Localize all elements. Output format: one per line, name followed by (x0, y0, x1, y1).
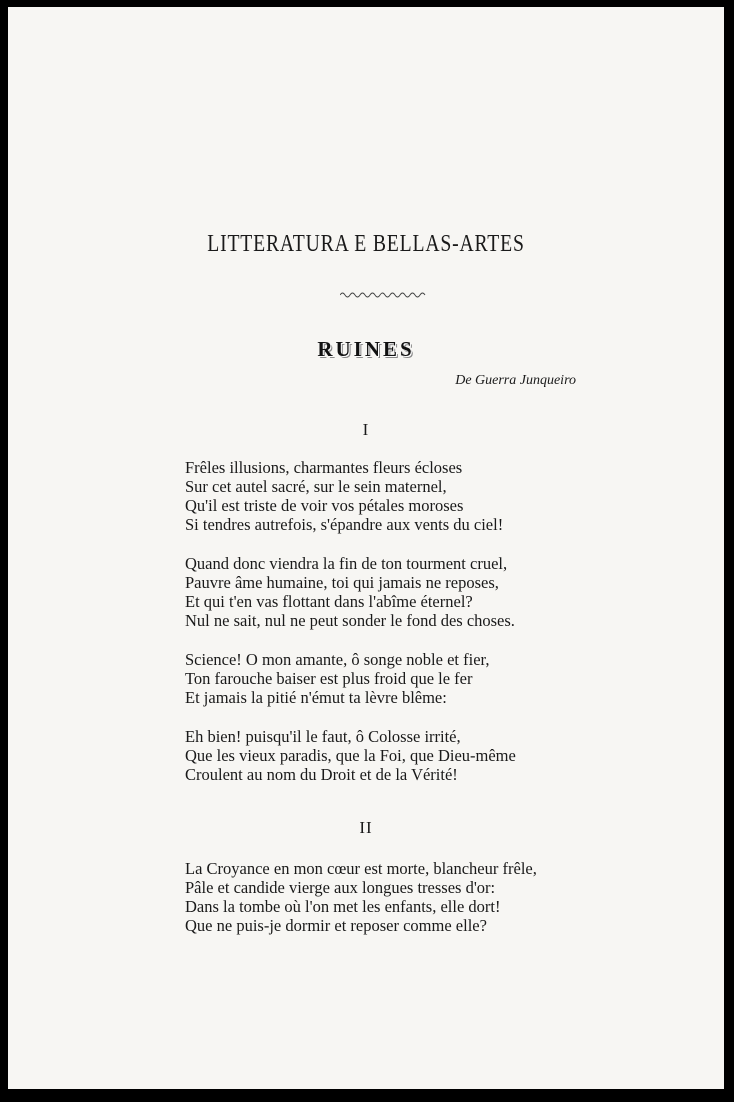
verse-line: Croulent au nom du Droit et de la Vérité! (185, 765, 458, 784)
poem-author: De Guerra Junqueiro (455, 373, 576, 388)
verse-line: Frêles illusions, charmantes fleurs écloses (185, 458, 463, 477)
verse-line: Science! O mon amante, ô songe noble et fier, (185, 650, 490, 669)
verse-line: Dans la tombe où l'on met les enfants, elle dort! (185, 897, 501, 916)
part-numeral-2: II (359, 818, 373, 837)
document-page (8, 7, 724, 1089)
verse-line: La Croyance en mon cœur est morte, blancheur frêle, (185, 859, 537, 878)
stanza-3 (185, 650, 490, 707)
poem-title: RUINES (317, 337, 415, 361)
stanza-4 (185, 727, 516, 784)
stanza-2 (185, 554, 515, 630)
stanza-1 (185, 458, 503, 534)
verse-line: Et qui t'en vas flottant dans l'abîme éternel? (185, 592, 473, 611)
verse-line: Nul ne sait, nul ne peut sonder le fond des choses. (185, 611, 515, 630)
verse-line: Que les vieux paradis, que la Foi, que Dieu-même (185, 746, 516, 765)
section-title: LITTERATURA E BELLAS-ARTES (207, 231, 525, 257)
stanza-5 (185, 859, 537, 935)
verse-line: Et jamais la pitié n'émut ta lèvre blême: (185, 688, 447, 707)
verse-line: Eh bien! puisqu'il le faut, ô Colosse irrité, (185, 727, 461, 746)
verse-line: Pauvre âme humaine, toi qui jamais ne reposes, (185, 573, 499, 592)
verse-line: Que ne puis-je dormir et reposer comme elle? (185, 916, 487, 935)
verse-line: Quand donc viendra la fin de ton tourment cruel, (185, 554, 508, 573)
verse-line: Pâle et candide vierge aux longues tresses d'or: (185, 878, 496, 897)
verse-line: Qu'il est triste de voir vos pétales moroses (185, 496, 464, 515)
wavy-rule-ornament (340, 290, 426, 300)
verse-line: Sur cet autel sacré, sur le sein maternel, (185, 477, 447, 496)
part-numeral-1: I (362, 420, 370, 439)
verse-line: Si tendres autrefois, s'épandre aux vents du ciel! (185, 515, 504, 534)
verse-line: Ton farouche baiser est plus froid que le fer (185, 669, 473, 688)
